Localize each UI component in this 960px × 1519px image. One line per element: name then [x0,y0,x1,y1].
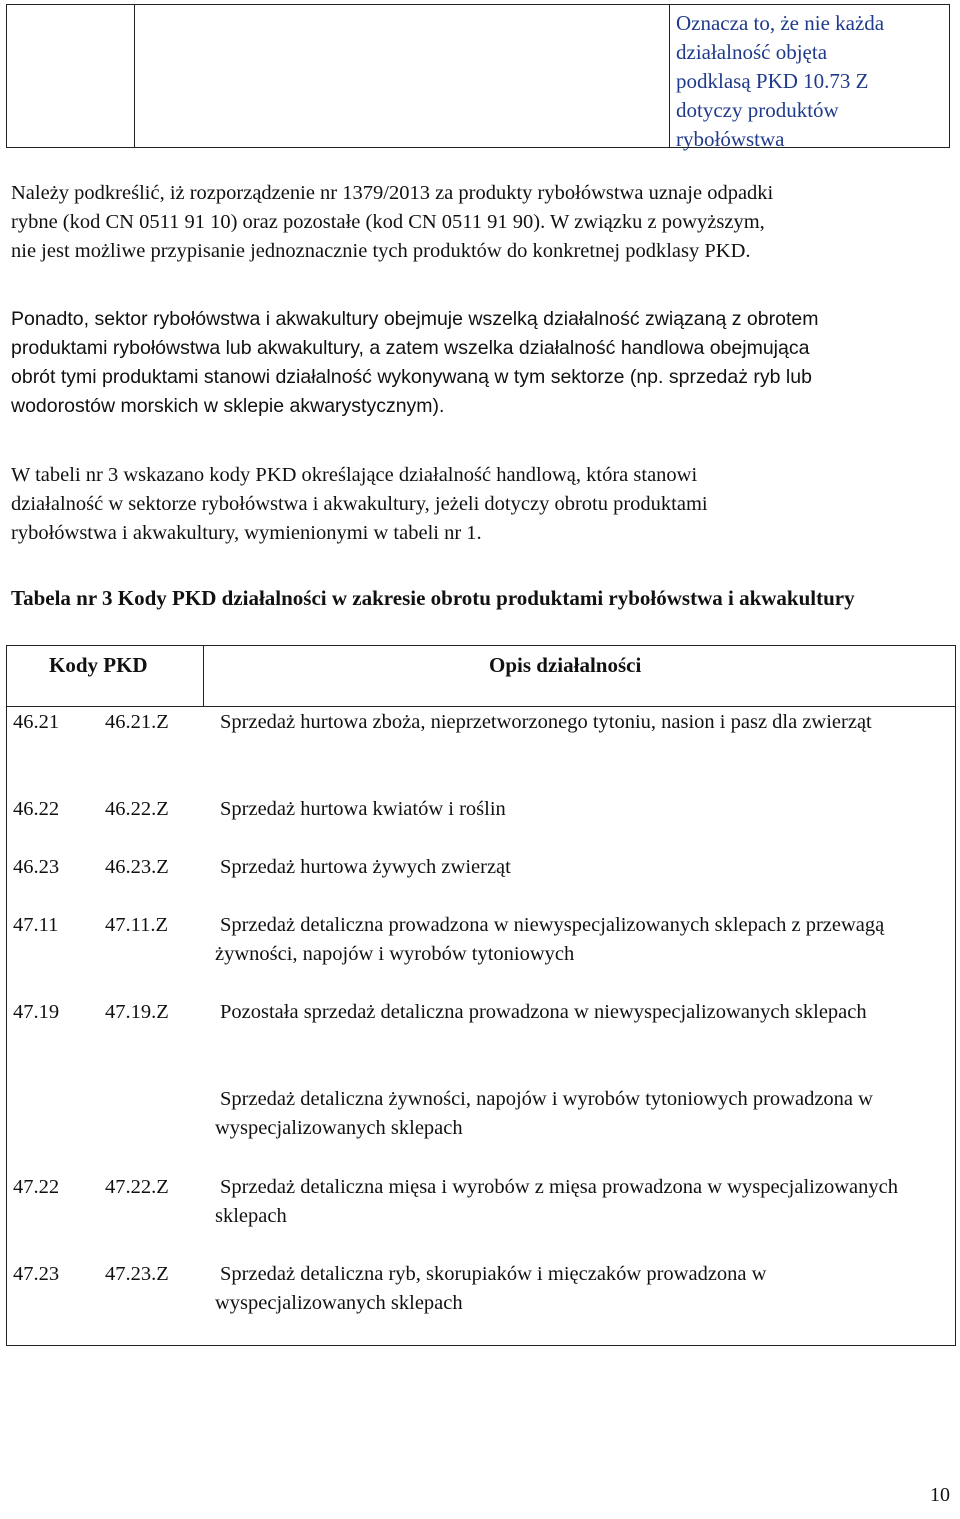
top-table-cell-2 [135,5,670,147]
pkd-subclass: 47.22.Z [105,1176,169,1198]
paragraph-line: rybne (kod CN 0511 91 10) oraz pozostałe (kod CN 0511 91 90). W związku z powyższym, [11,211,765,233]
activity-description: Sprzedaż hurtowa zboża, nieprzetworzonego tytoniu, nasion i pasz dla zwierząt [220,711,872,733]
paragraph-3 [11,461,953,548]
activity-description: Pozostała sprzedaż detaliczna prowadzona w niewyspecjalizowanych sklepach [220,1001,867,1023]
note-line: podklasą PKD 10.73 Z [676,69,869,93]
header-separator [203,646,204,706]
top-table-fragment [6,4,950,151]
activity-description: Sprzedaż detaliczna ryb, skorupiaków i mięczaków prowadzona w wyspecjalizowanych sklepach [215,1263,767,1314]
pkd-code: 46.23 [13,856,60,878]
note-line: rybołówstwa [676,127,785,151]
pkd-subclass: 47.11.Z [105,914,169,936]
note-line: działalność objęta [676,40,828,64]
pkd-code: 46.21 [13,711,60,733]
paragraph-2 [11,305,953,421]
paragraph-line: W tabeli nr 3 wskazano kody PKD określające działalność handlową, która stanowi [11,464,698,486]
top-table-note [670,5,949,151]
paragraph-line: obrót tymi produktami stanowi działalność wykonywaną w tym sektorze (np. sprzedaż ryb lub [11,366,812,388]
header-divider [7,706,955,707]
note-line: Oznacza to, że nie każda [676,11,885,35]
paragraph-1 [11,179,953,266]
paragraph-line: rybołówstwa i akwakultury, wymienionymi w tabeli nr 1. [11,522,482,544]
pkd-code: 47.23 [13,1263,60,1285]
paragraph-line: produktami rybołówstwa lub akwakultury, a zatem wszelka działalność handlowa obejmująca [11,337,810,359]
table-caption: Tabela nr 3 Kody PKD działalności w zakresie obrotu produktami rybołówstwa i akwakultury [11,586,855,610]
pkd-subclass: 47.23.Z [105,1263,169,1285]
paragraph-line: działalność w sektorze rybołówstwa i akwakultury, jeżeli dotyczy obrotu produktami [11,493,708,515]
note-line: dotyczy produktów [676,98,839,122]
activity-description: Sprzedaż detaliczna żywności, napojów i wyrobów tytoniowych prowadzona w wyspecjalizowanych sklepach [215,1088,873,1139]
header-codes: Kody PKD [49,653,148,677]
header-description: Opis działalności [489,653,642,677]
paragraph-line: Należy podkreślić, iż rozporządzenie nr 1379/2013 za produkty rybołówstwa uznaje odpadki [11,182,774,204]
pkd-code: 47.22 [13,1176,60,1198]
top-table-cell-1 [7,5,135,147]
activity-description: Sprzedaż detaliczna prowadzona w niewyspecjalizowanych sklepach z przewagą żywności, napojów i wyrobów tytoniowych [215,914,885,965]
pkd-subclass: 47.19.Z [105,1001,169,1023]
pkd-code: 46.22 [13,798,60,820]
pkd-code: 47.19 [13,1001,60,1023]
activity-description: Sprzedaż hurtowa żywych zwierząt [220,856,511,878]
paragraph-line: wodorostów morskich w sklepie akwarystycznym). [11,395,445,417]
pkd-code: 47.11 [13,914,59,936]
paragraph-line: nie jest możliwe przypisanie jednoznacznie tych produktów do konkretnej podklasy PKD. [11,240,751,262]
page-number: 10 [930,1484,950,1506]
activity-description: Sprzedaż detaliczna mięsa i wyrobów z mięsa prowadzona w wyspecjalizowanych sklepach [215,1176,898,1227]
pkd-table [6,645,956,1346]
pkd-subclass: 46.21.Z [105,711,169,733]
paragraph-line: Ponadto, sektor rybołówstwa i akwakultury obejmuje wszelką działalność związaną z obrotem [11,308,819,330]
pkd-subclass: 46.23.Z [105,856,169,878]
pkd-subclass: 46.22.Z [105,798,169,820]
activity-description: Sprzedaż hurtowa kwiatów i roślin [220,798,506,820]
